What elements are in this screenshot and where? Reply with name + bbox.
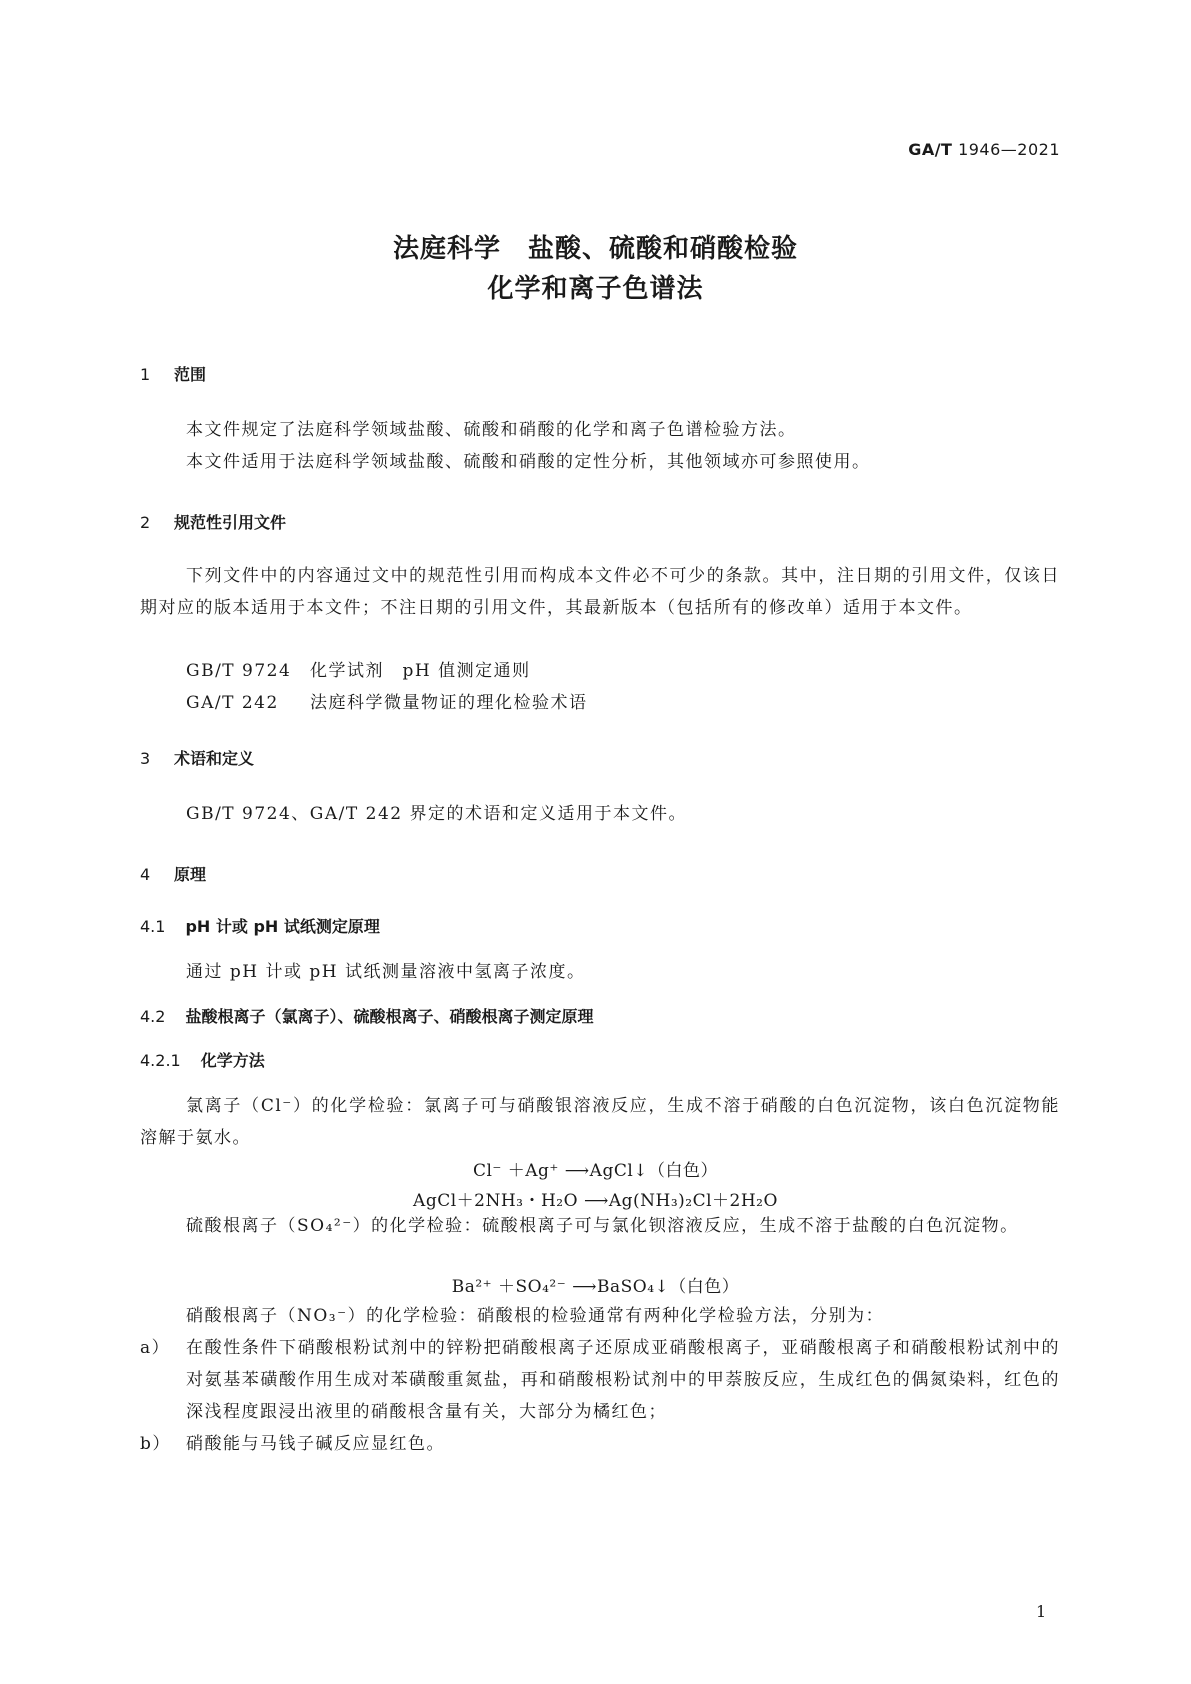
- reference-code: GA/T 242: [186, 693, 279, 713]
- reference-title: 法庭科学微量物证的理化检验术语: [310, 693, 588, 713]
- list-text: 在酸性条件下硝酸根粉试剂中的锌粉把硝酸根离子还原成亚硝酸根离子，亚硝酸根离子和硝酸根粉试剂中的对氨基苯磺酸作用生成对苯磺酸重氮盐，再和硝酸根粉试剂中的甲萘胺反应，生成红色的偶氮染料，红色的深浅程度跟浸出液里的硝酸根含量有关，大部分为橘红色；: [186, 1338, 1060, 1422]
- section-3-heading: [140, 746, 254, 769]
- paragraph: 本文件规定了法庭科学领域盐酸、硫酸和硝酸的化学和离子色谱检验方法。: [186, 420, 797, 440]
- reference-title: 化学试剂 pH 值测定通则: [310, 661, 531, 681]
- paragraph: 本文件适用于法庭科学领域盐酸、硫酸和硝酸的定性分析，其他领域亦可参照使用。: [186, 452, 871, 472]
- section-title: 术语和定义: [174, 749, 255, 768]
- section-title: 化学方法: [200, 1051, 265, 1070]
- reference-item: [186, 656, 531, 681]
- doc-title-line2: 化学和离子色谱法: [487, 274, 704, 304]
- section-4-heading: [140, 862, 206, 885]
- paragraph: GB/T 9724、GA/T 242 界定的术语和定义适用于本文件。: [186, 804, 687, 824]
- equation-2: AgCl＋2NH₃・H₂O ⟶Ag(NH₃)₂Cl＋2H₂O: [413, 1191, 778, 1211]
- section-number: 1: [140, 365, 151, 384]
- list-text: 硝酸能与马钱子碱反应显红色。: [186, 1434, 445, 1454]
- section-1-heading: [140, 362, 206, 385]
- page-number: 1: [1036, 1602, 1047, 1621]
- sulfate-test-paragraph: 硫酸根离子（SO₄²⁻）的化学检验：硫酸根离子可与氯化钡溶液反应，生成不溶于盐酸的白色沉淀物。: [186, 1216, 1019, 1236]
- list-item: [140, 1428, 1060, 1460]
- section-title: 盐酸根离子（氯离子）、硫酸根离子、硝酸根离子测定原理: [185, 1007, 594, 1026]
- subsection-4-1-heading: [140, 914, 380, 937]
- equation-3: Ba²⁺ ＋SO₄²⁻ ⟶BaSO₄↓（白色）: [451, 1277, 740, 1297]
- code-number: 1946—2021: [958, 140, 1060, 159]
- nitrate-test-paragraph: 硝酸根离子（NO₃⁻）的化学检验：硝酸根的检验通常有两种化学检验方法，分别为：: [186, 1306, 885, 1326]
- chloride-test-paragraph: 氯离子（Cl⁻）的化学检验：氯离子可与硝酸银溶液反应，生成不溶于硝酸的白色沉淀物，该白色沉淀物能溶解于氨水。: [140, 1096, 1060, 1148]
- list-label: b）: [140, 1434, 171, 1454]
- reference-item: [186, 688, 588, 713]
- subsection-4-2-1-heading: [140, 1048, 265, 1071]
- code-prefix: GA/T: [908, 140, 953, 159]
- paragraph: 下列文件中的内容通过文中的规范性引用而构成本文件必不可少的条款。其中，注日期的引用文件，仅该日期对应的版本适用于本文件；不注日期的引用文件，其最新版本（包括所有的修改单）适用于本文件。: [140, 566, 1060, 618]
- list-item: [140, 1332, 1060, 1428]
- section-2-heading: [140, 510, 286, 533]
- section-number: 4: [140, 865, 151, 884]
- doc-title-line1: 法庭科学 盐酸、硫酸和硝酸检验: [392, 234, 798, 264]
- section-title: 规范性引用文件: [174, 513, 287, 532]
- equation-1: Cl⁻ ＋Ag⁺ ⟶AgCl↓（白色）: [472, 1161, 719, 1181]
- standard-code: [908, 140, 1060, 159]
- section-number: 4.2.1: [140, 1051, 181, 1070]
- section-title: 原理: [174, 865, 207, 884]
- section-number: 2: [140, 513, 151, 532]
- paragraph: 通过 pH 计或 pH 试纸测量溶液中氢离子浓度。: [186, 962, 586, 982]
- subsection-4-2-heading: [140, 1004, 593, 1027]
- section-number: 3: [140, 749, 151, 768]
- section-title: pH 计或 pH 试纸测定原理: [185, 917, 380, 936]
- reference-code: GB/T 9724: [186, 661, 292, 681]
- list-label: a）: [140, 1338, 171, 1358]
- section-number: 4.1: [140, 917, 166, 936]
- section-number: 4.2: [140, 1007, 166, 1026]
- section-title: 范围: [174, 365, 207, 384]
